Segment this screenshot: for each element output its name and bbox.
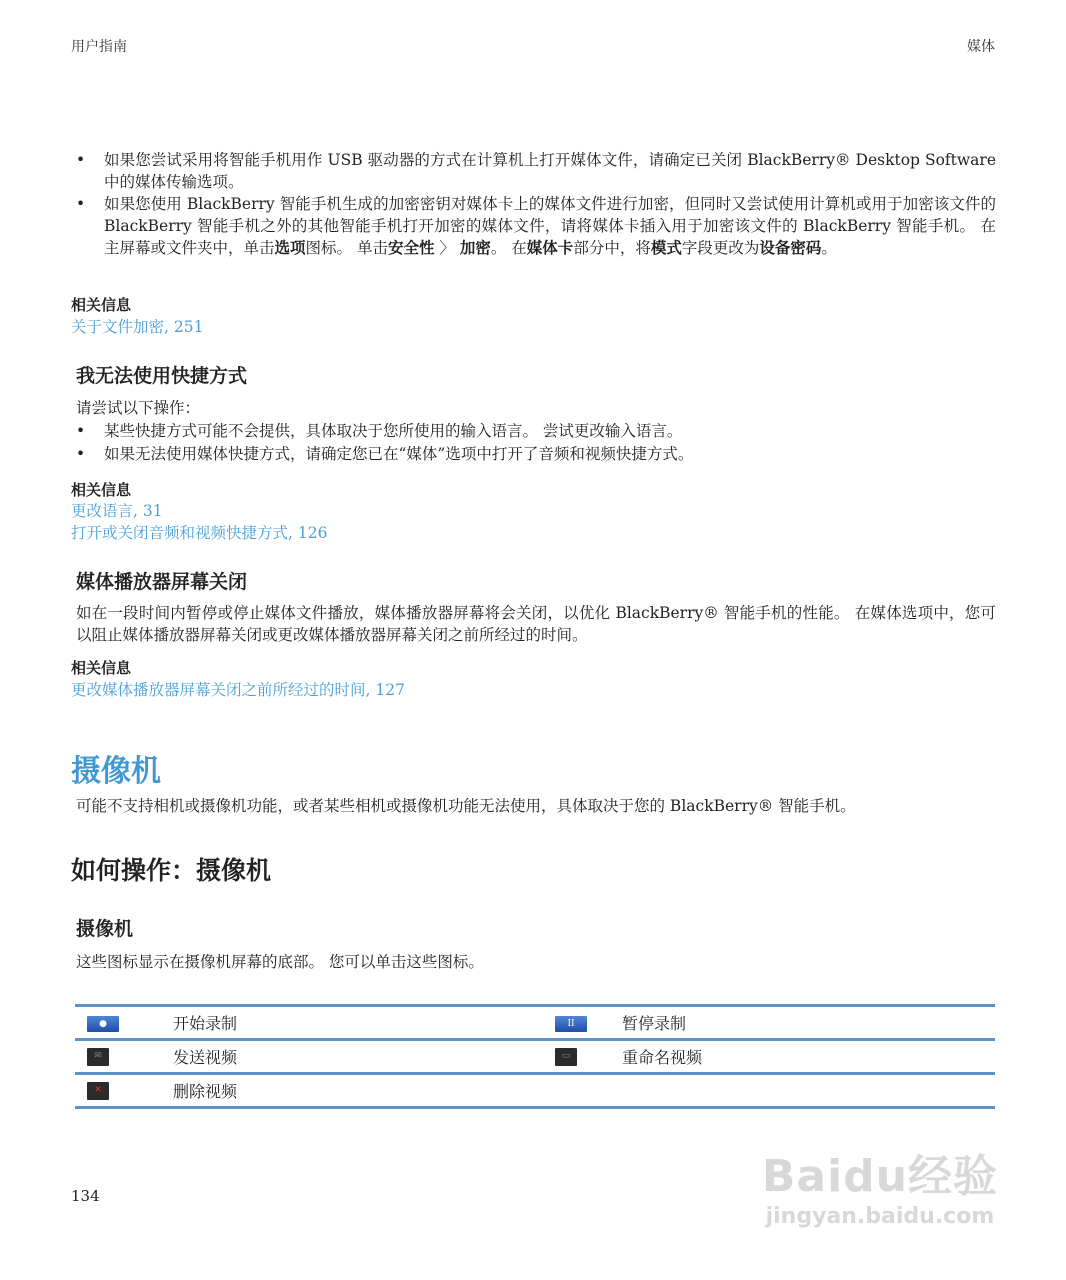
ui-term: 选项 [274,239,306,257]
ui-term: 安全性 [387,239,435,257]
bullet-text [76,195,996,257]
related-info-heading: 相关信息 [71,659,132,677]
icon-label: 删除视频 [173,1074,543,1108]
page-number: 134 [71,1187,100,1205]
related-link[interactable]: 关于文件加密, 251 [71,318,204,336]
table-row [75,1040,995,1074]
subsection-heading: 摄像机 [76,918,134,940]
bullet-item: • 如果您使用 BlackBerry 智能手机生成的加密密钥对媒体卡上的媒体文件进行加密，但同时又尝试使用计算机或用于加密该文件的 BlackBerry 智能手机之外的其他智能手机打开加密的媒体文件，请将媒体卡插入用于加密该文件的 BlackBerry 智能手机。 在主屏幕或文件夹中，单击选项图标。 单击安全性 〉 加密。 在媒体卡部分中，将模式字段更改为设备密码。 [76,195,996,257]
folder-icon: ▭ [555,1048,577,1066]
header-section-title: 媒体 [967,39,995,55]
chapter-intro: 可能不支持相机或摄像机功能，或者某些相机或摄像机功能无法使用，具体取决于您的 BlackBerry® 智能手机。 [76,797,856,815]
text-run: 。 [821,239,837,257]
text-run: 图标。 单击 [305,239,388,257]
bullet-item: • 如果您尝试采用将智能手机用作 USB 驱动器的方式在计算机上打开媒体文件，请确定已关闭 BlackBerry® Desktop Software 中的媒体传输选项。 [76,151,996,191]
howto-heading: 如何操作：摄像机 [71,856,272,885]
table-row [75,1006,995,1040]
icon-label: 重命名视频 [622,1040,995,1074]
record-icon: ● [87,1016,119,1032]
ui-term: 加密 [459,239,491,257]
related-info-heading: 相关信息 [71,296,132,314]
related-link[interactable]: 打开或关闭音频和视频快捷方式, 126 [71,524,328,542]
ui-term: 模式 [650,239,682,257]
section-body: 如在一段时间内暂停或停止媒体文件播放，媒体播放器屏幕将会关闭，以优化 BlackBerry® 智能手机的性能。 在媒体选项中，您可以阻止媒体播放器屏幕关闭或更改媒体播放器屏幕关闭之前所经过的时间。 [76,604,996,644]
header-guide-title: 用户指南 [71,39,127,55]
bullet-text: 如果您尝试采用将智能手机用作 USB 驱动器的方式在计算机上打开媒体文件，请确定已关闭 BlackBerry® Desktop Software 中的媒体传输选项。 [104,151,996,191]
pause-icon: II [555,1016,587,1032]
baidu-watermark [762,1140,998,1229]
ui-term: 媒体卡 [526,239,574,257]
icon-label: 暂停录制 [622,1006,995,1040]
text-run: 〉 [434,239,460,257]
text-run: 字段更改为 [681,239,760,257]
icon-label: 开始录制 [173,1006,543,1040]
section-heading: 我无法使用快捷方式 [76,365,248,387]
envelope-icon: ✉ [87,1048,109,1066]
bullet-text: 某些快捷方式可能不会提供，具体取决于您所使用的输入语言。 尝试更改输入语言。 [104,422,683,440]
related-info-heading: 相关信息 [71,481,132,499]
icon-label: 发送视频 [173,1040,543,1074]
bullet-item: • 某些快捷方式可能不会提供，具体取决于您所使用的输入语言。 尝试更改输入语言。 [76,422,683,440]
text-run: 部分中，将 [573,239,651,257]
section-heading: 媒体播放器屏幕关闭 [76,571,248,593]
icon-table [75,1004,995,1109]
related-link[interactable]: 更改语言, 31 [71,502,163,520]
delete-icon: ✕ [87,1082,109,1100]
ui-term: 设备密码 [759,239,822,257]
chapter-title: 摄像机 [71,754,161,789]
subsection-body: 这些图标显示在摄像机屏幕的底部。 您可以单击这些图标。 [76,953,484,971]
section-intro: 请尝试以下操作： [76,399,201,417]
bullet-item: • 如果无法使用媒体快捷方式，请确定您已在“媒体”选项中打开了音频和视频快捷方式。 [76,445,694,463]
watermark-url: jingyan.baidu.com [765,1204,995,1229]
text-run: 。 在 [490,239,527,257]
related-link[interactable]: 更改媒体播放器屏幕关闭之前所经过的时间, 127 [71,681,405,699]
table-row [75,1074,995,1108]
text-run: 如果您使用 BlackBerry 智能手机生成的加密密钥对媒体卡上的媒体文件进行加密，但同时又尝试使用计算机或用于加密该文件的 BlackBerry 智能手机之外的其他智能手机打开加密的媒体文件，请将媒体卡插入用于加密该文件的 BlackBerry 智能手机。 在主屏幕或文件夹中，单击 [104,195,996,257]
bullet-text: 如果无法使用媒体快捷方式，请确定您已在“媒体”选项中打开了音频和视频快捷方式。 [104,445,694,463]
watermark-logo: Baidu经验 [761,1151,998,1202]
